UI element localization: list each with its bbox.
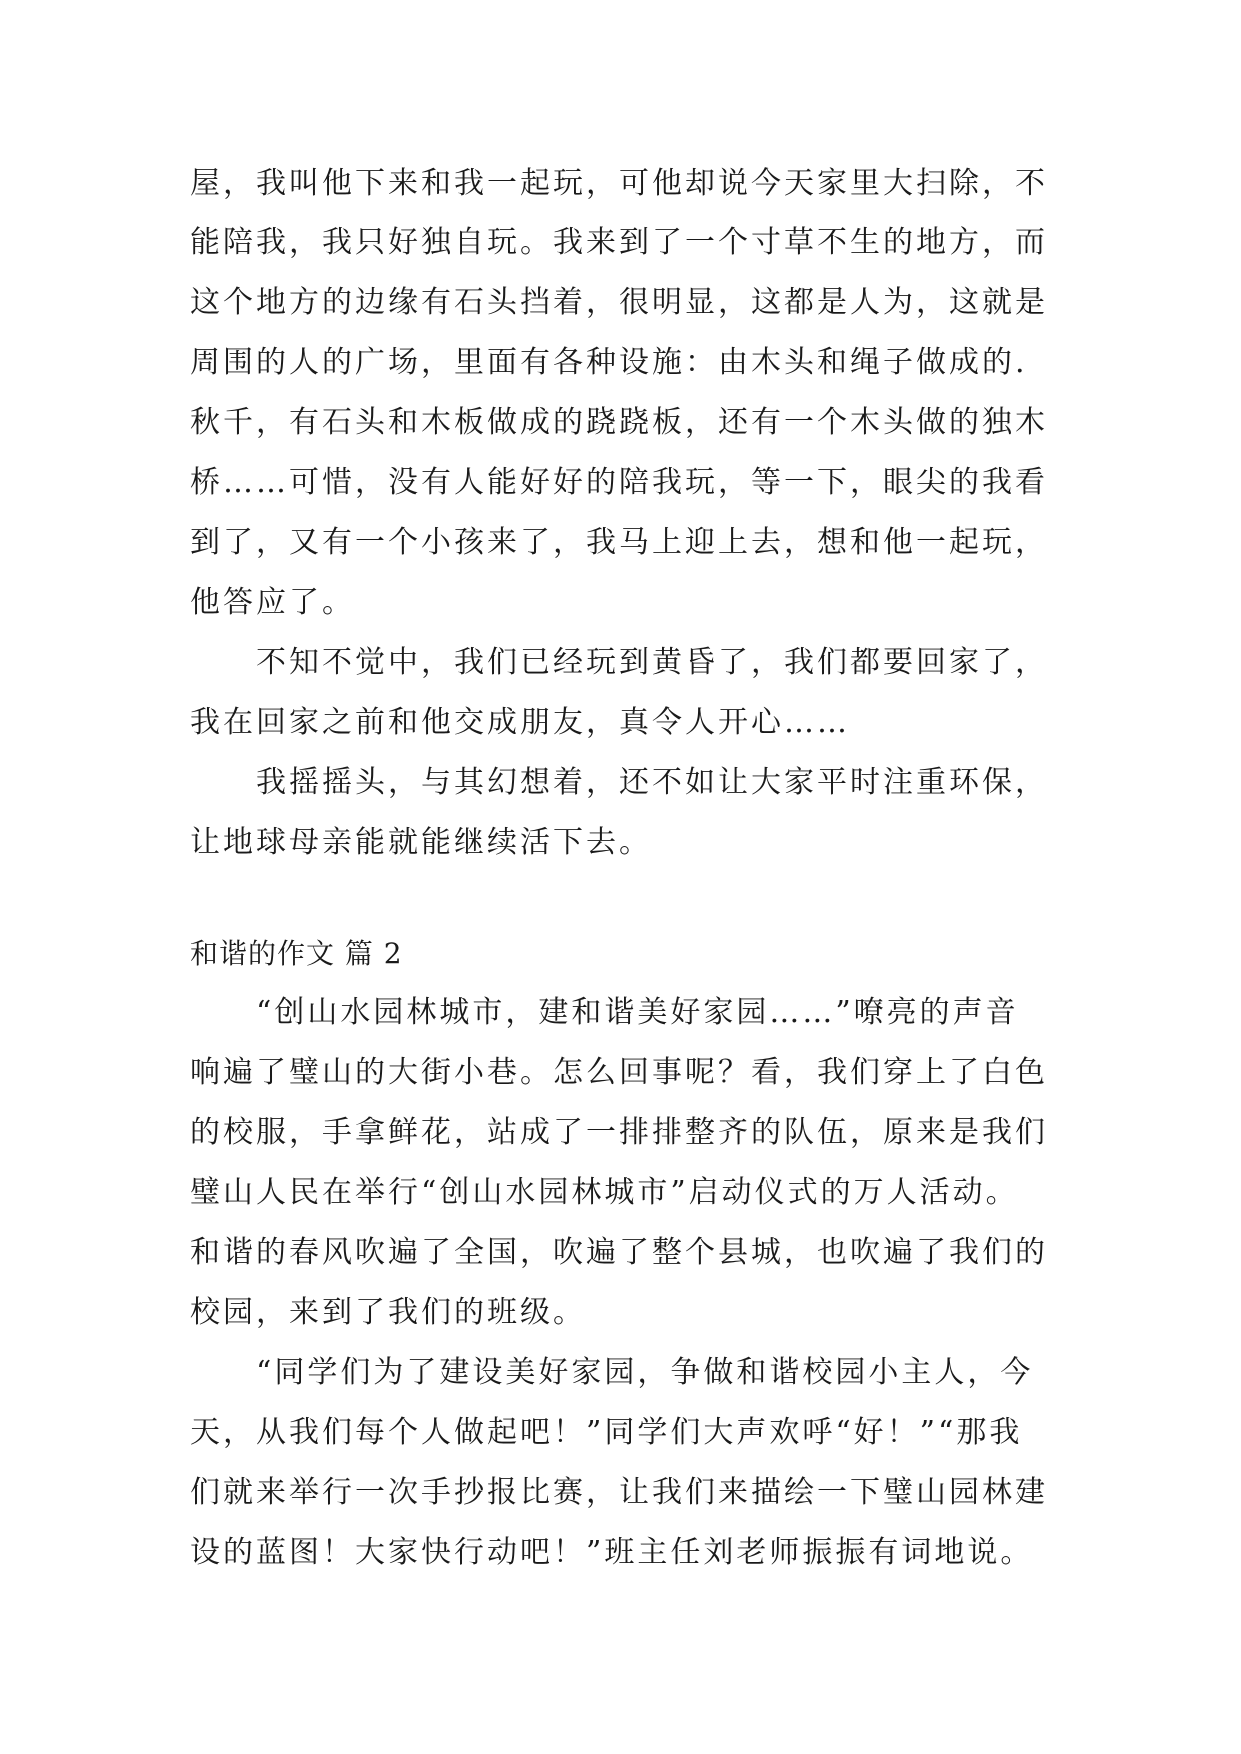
paragraph-line: 到了，又有一个小孩来了，我马上迎上去，想和他一起玩， [190, 525, 1048, 560]
paragraph-line: 们就来举行一次手抄报比赛，让我们来描绘一下璧山园林建 [190, 1475, 1048, 1510]
paragraph-line: 秋千，有石头和木板做成的跷跷板，还有一个木头做的独木 [190, 405, 1048, 440]
paragraph-line: “同学们为了建设美好家园，争做和谐校园小主人，今 [190, 1355, 1034, 1390]
paragraph-line: 桥……可惜，没有人能好好的陪我玩，等一下，眼尖的我看 [190, 465, 1048, 500]
paragraph-line: “创山水园林城市，建和谐美好家园……”嘹亮的声音 [190, 995, 1019, 1030]
paragraph-line: 这个地方的边缘有石头挡着，很明显，这都是人为，这就是 [190, 285, 1048, 320]
paragraph-line: 能陪我，我只好独自玩。我来到了一个寸草不生的地方，而 [190, 225, 1048, 260]
paragraph-line: 璧山人民在举行“创山水园林城市”启动仪式的万人活动。 [190, 1175, 1019, 1210]
section-heading: 和谐的作文 篇 2 [190, 937, 403, 970]
paragraph-line: 和谐的春风吹遍了全国，吹遍了整个县城，也吹遍了我们的 [190, 1235, 1048, 1270]
paragraph-line: 天，从我们每个人做起吧！”同学们大声欢呼“好！”“那我 [190, 1415, 1023, 1450]
paragraph-line: 我摇摇头，与其幻想着，还不如让大家平时注重环保， [190, 765, 1048, 800]
paragraph-line: 设的蓝图！大家快行动吧！”班主任刘老师振振有词地说。 [190, 1535, 1034, 1570]
paragraph-line: 我在回家之前和他交成朋友，真令人开心…… [190, 705, 850, 740]
paragraph-line: 让地球母亲能就能继续活下去。 [190, 825, 652, 860]
paragraph-line: 不知不觉中，我们已经玩到黄昏了，我们都要回家了， [190, 645, 1048, 680]
paragraph-line: 周围的人的广场，里面有各种设施：由木头和绳子做成的. [190, 345, 1028, 380]
paragraph-line: 响遍了璧山的大街小巷。怎么回事呢？看，我们穿上了白色 [190, 1055, 1048, 1090]
paragraph-line: 校园，来到了我们的班级。 [190, 1295, 586, 1330]
paragraph-line: 屋，我叫他下来和我一起玩，可他却说今天家里大扫除，不 [190, 166, 1048, 201]
paragraph-line: 他答应了。 [190, 585, 355, 620]
paragraph-line: 的校服，手拿鲜花，站成了一排排整齐的队伍，原来是我们 [190, 1115, 1048, 1150]
